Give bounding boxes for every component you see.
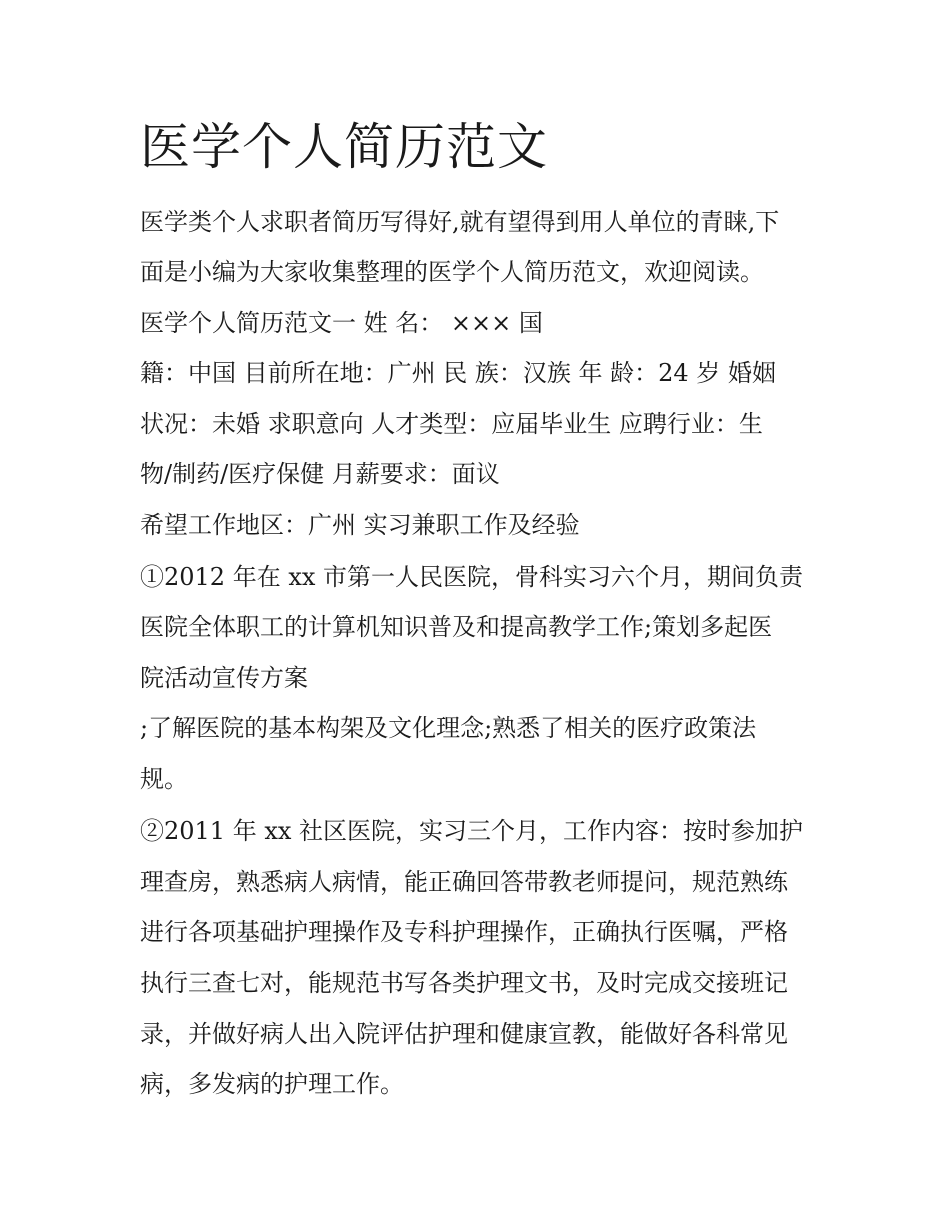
body-line: ;了解医院的基本构架及文化理念;熟悉了相关的医疗政策法 xyxy=(140,714,757,742)
body-line: 理查房，熟悉病人病情，能正确回答带教老师提问，规范熟练 xyxy=(140,868,788,896)
body-line: 物/制药/医疗保健 月薪要求：面议 xyxy=(140,460,500,488)
body-line: 病，多发病的护理工作。 xyxy=(140,1070,404,1098)
body-line: 医学类个人求职者简历写得好,就有望得到用人单位的青睐,下 xyxy=(140,208,780,236)
body-line: 录，并做好病人出入院评估护理和健康宣教，能做好各科常见 xyxy=(140,1020,788,1048)
page-title: 医学个人简历范文 xyxy=(140,118,548,176)
body-line: 执行三查七对，能规范书写各类护理文书，及时完成交接班记 xyxy=(140,969,788,997)
body-line: 面是小编为大家收集整理的医学个人简历范文，欢迎阅读。 xyxy=(140,258,764,286)
body-line: ①2012 年在 xx 市第一人民医院，骨科实习六个月，期间负责 xyxy=(140,563,804,591)
body-line: 籍：中国 目前所在地：广州 民 族：汉族 年 龄：24 岁 婚姻 xyxy=(140,359,776,387)
body-line: 状况：未婚 求职意向 人才类型：应届毕业生 应聘行业：生 xyxy=(140,410,763,438)
body-line: 医学个人简历范文一 姓 名： ××× 国 xyxy=(140,309,543,337)
body-line: 医院全体职工的计算机知识普及和提高教学工作;策划多起医 xyxy=(140,613,773,641)
body-line: 进行各项基础护理操作及专科护理操作，正确执行医嘱，严格 xyxy=(140,918,788,946)
body-line: 希望工作地区：广州 实习兼职工作及经验 xyxy=(140,511,580,539)
body-line: ②2011 年 xx 社区医院，实习三个月，工作内容：按时参加护 xyxy=(140,817,804,845)
body-line: 院活动宣传方案 xyxy=(140,664,308,692)
body-line: 规。 xyxy=(140,765,188,793)
